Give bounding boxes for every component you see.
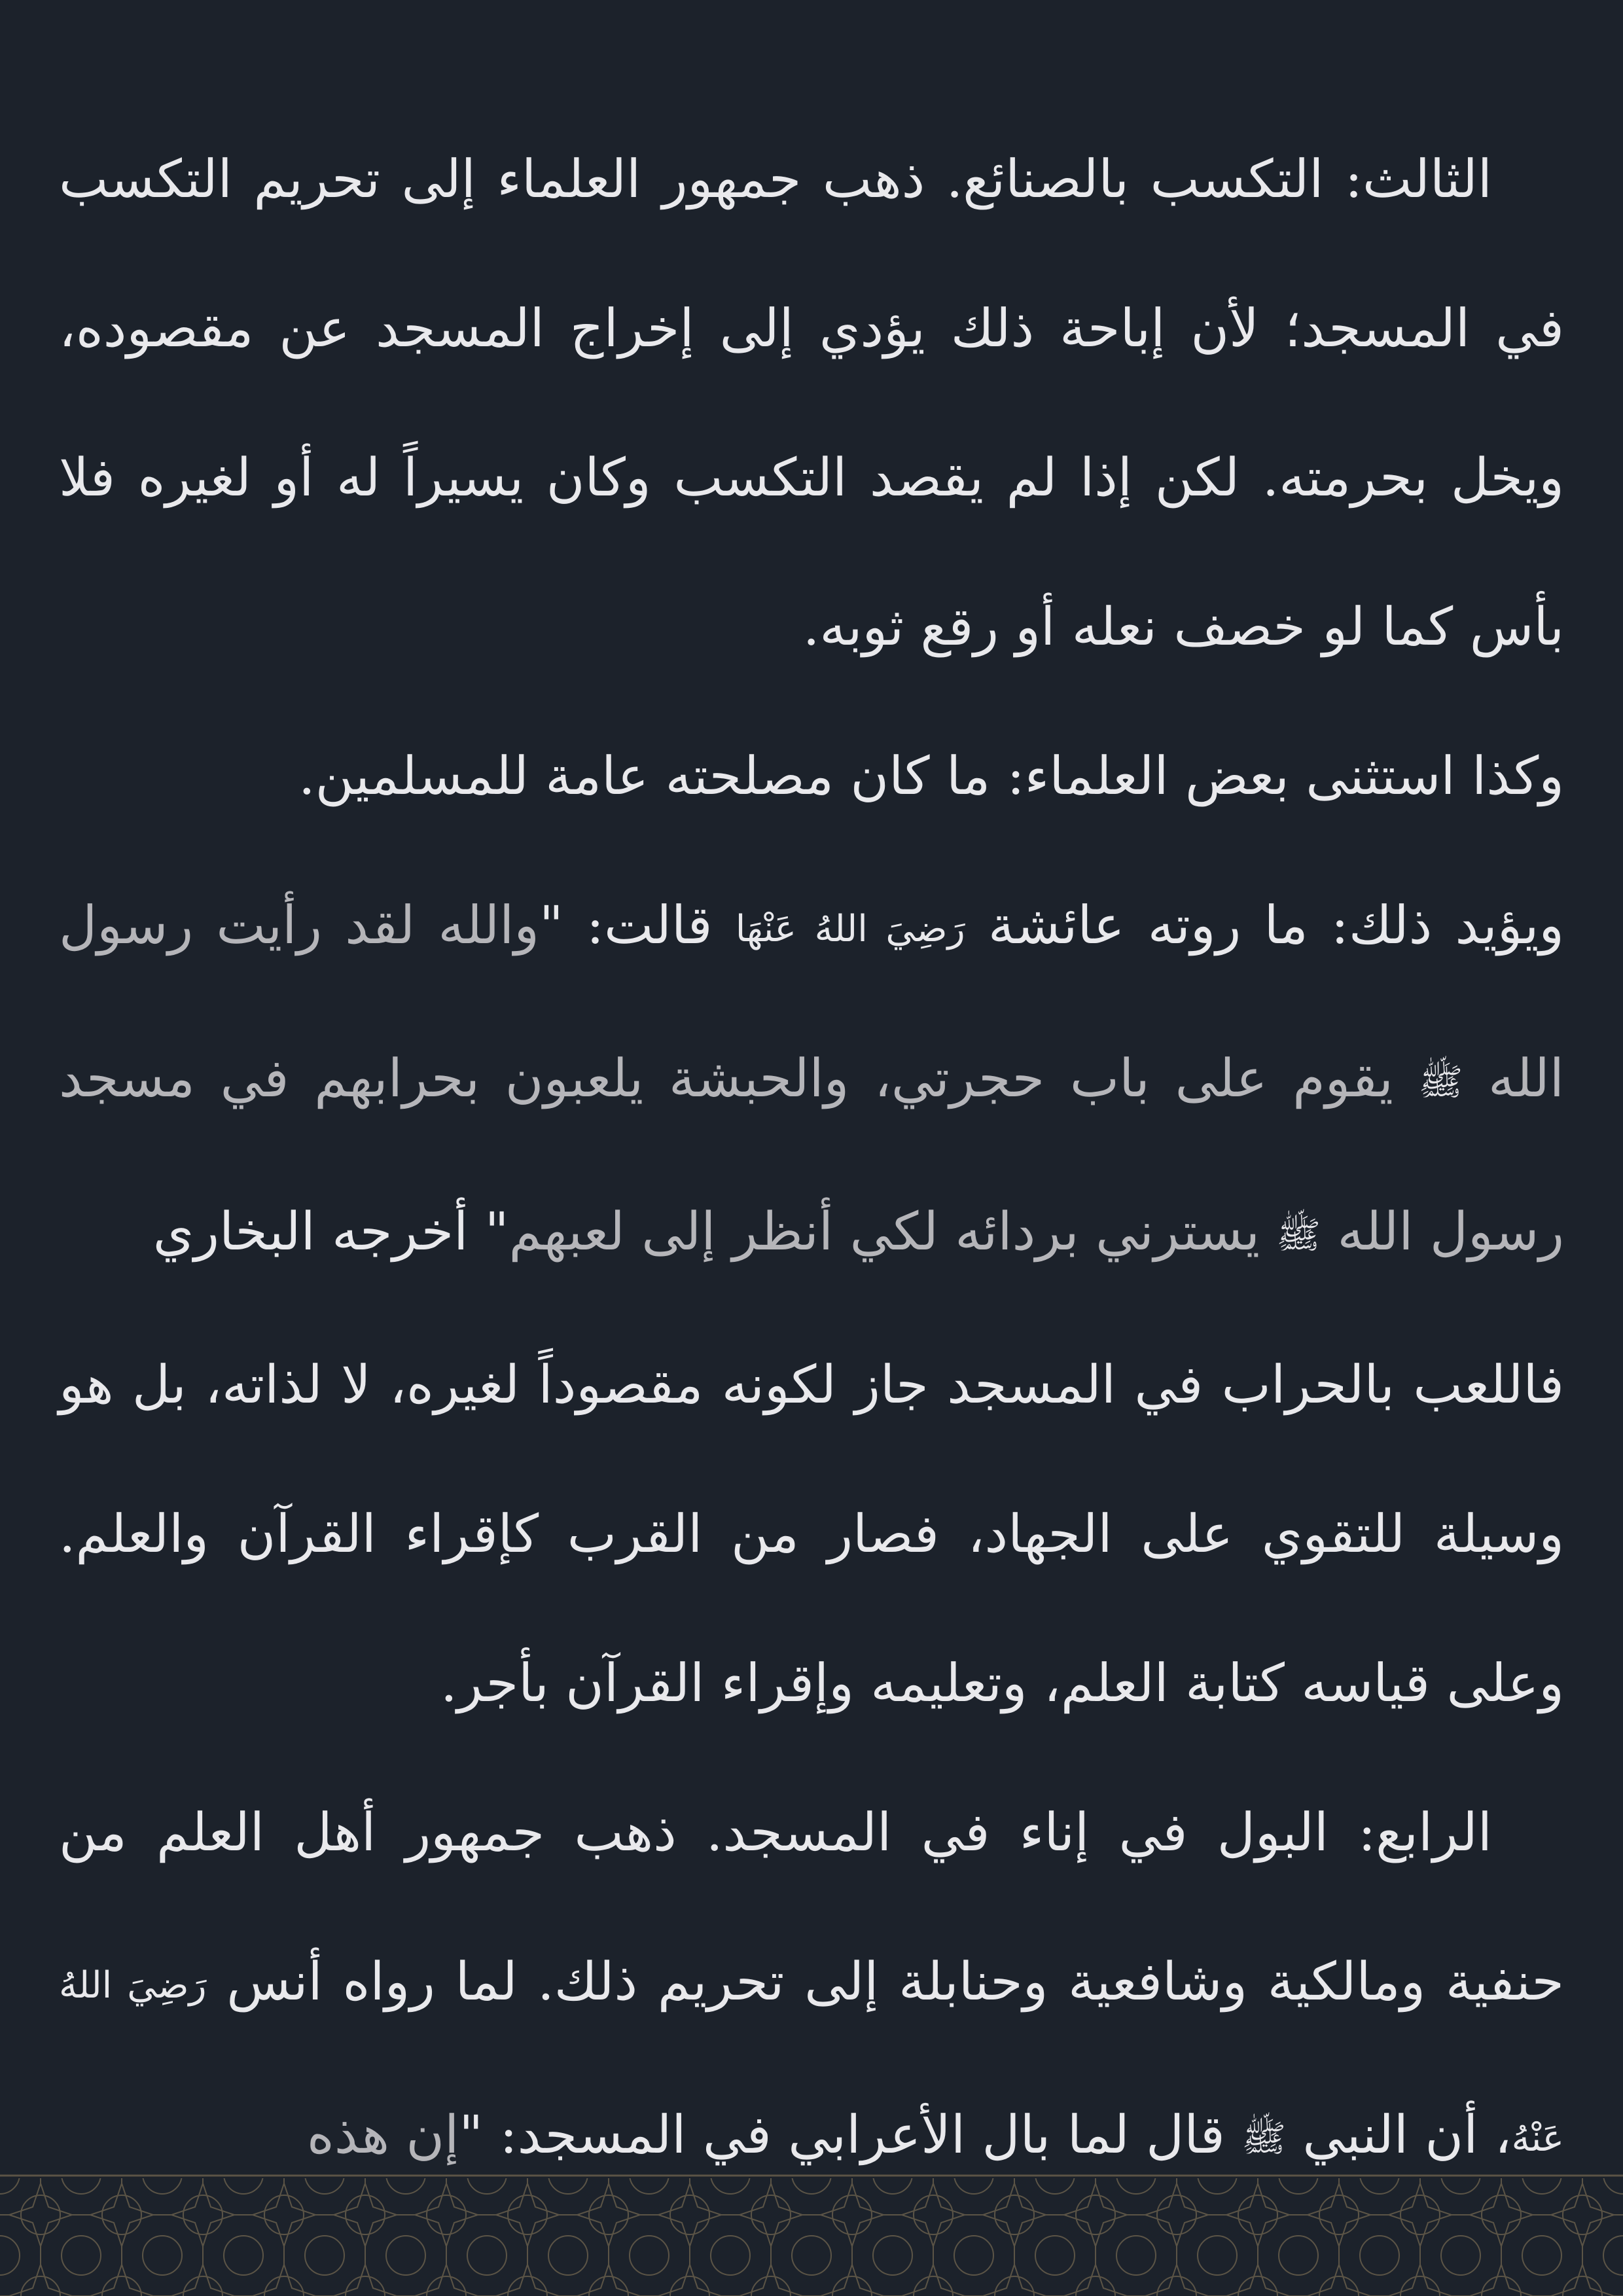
text-column: [59, 105, 1564, 2214]
body-text: قالت: ": [539, 895, 736, 956]
body-text: قال لما بال الأعرابي في المسجد: ": [459, 2104, 1242, 2165]
body-text: " أخرجه البخاري: [152, 1201, 509, 1262]
hadith-quote: يسترني بردائه لكي أنظر إلى لعبهم: [508, 1201, 1277, 1262]
honorific-ligature: ﷺ: [1276, 1214, 1321, 1257]
paragraph: [59, 105, 1564, 702]
paragraph: [59, 702, 1564, 851]
honorific-ligature: ﷺ: [1418, 1061, 1463, 1103]
footer-ornament-pattern: [0, 2174, 1623, 2296]
hadith-quote: والله لقد رأيت رسول الله: [59, 895, 1565, 1109]
hadith-quote: يقوم على باب حجرتي، والحبشة يلعبون بحرابهم في مسجد رسول الله: [59, 1048, 1564, 1262]
honorific-ligature: رَضِيَ اللهُ عَنْهَا: [735, 908, 965, 950]
honorific-ligature: رَضِيَ اللهُ عَنْهُ: [59, 1964, 1564, 2160]
body-text: ويؤيد ذلك: ما روته عائشة: [965, 895, 1565, 956]
paragraph: [59, 1758, 1564, 2214]
paragraph: [59, 1310, 1564, 1758]
hadith-quote: إن هذه: [306, 2104, 459, 2165]
body-text: الرابع: البول في إناء في المسجد. ذهب جمهور أهل العلم من حنفية ومالكية وشافعية وحنابلة إلى تحريم ذلك. لما رواه أنس: [59, 1802, 1564, 2012]
paragraph: [59, 851, 1564, 1310]
body-text: فاللعب بالحراب في المسجد جاز لكونه مقصوداً لغيره، لا لذاته، بل هو وسيلة للتقوي على الجهاد، فصار من القرب كإقراء القرآن والعلم. وعلى قياسه كتابة العلم، وتعليمه وإقراء القرآن بأجر.: [59, 1354, 1564, 1713]
body-text: وكذا استثنى بعض العلماء: ما كان مصلحته عامة للمسلمين.: [298, 745, 1564, 806]
body-text: ، أن النبي: [1286, 2104, 1512, 2165]
honorific-ligature: ﷺ: [1241, 2117, 1286, 2160]
body-text: الثالث: التكسب بالصنائع. ذهب جمهور العلماء إلى تحريم التكسب في المسجد؛ لأن إباحة ذلك يؤدي إلى إخراج المسجد عن مقصوده، ويخل بحرمته. لكن إذا لم يقصد التكسب وكان يسيراً له أو لغيره فلا بأس كما لو خصف نعله أو رقع ثوبه.: [59, 149, 1565, 657]
